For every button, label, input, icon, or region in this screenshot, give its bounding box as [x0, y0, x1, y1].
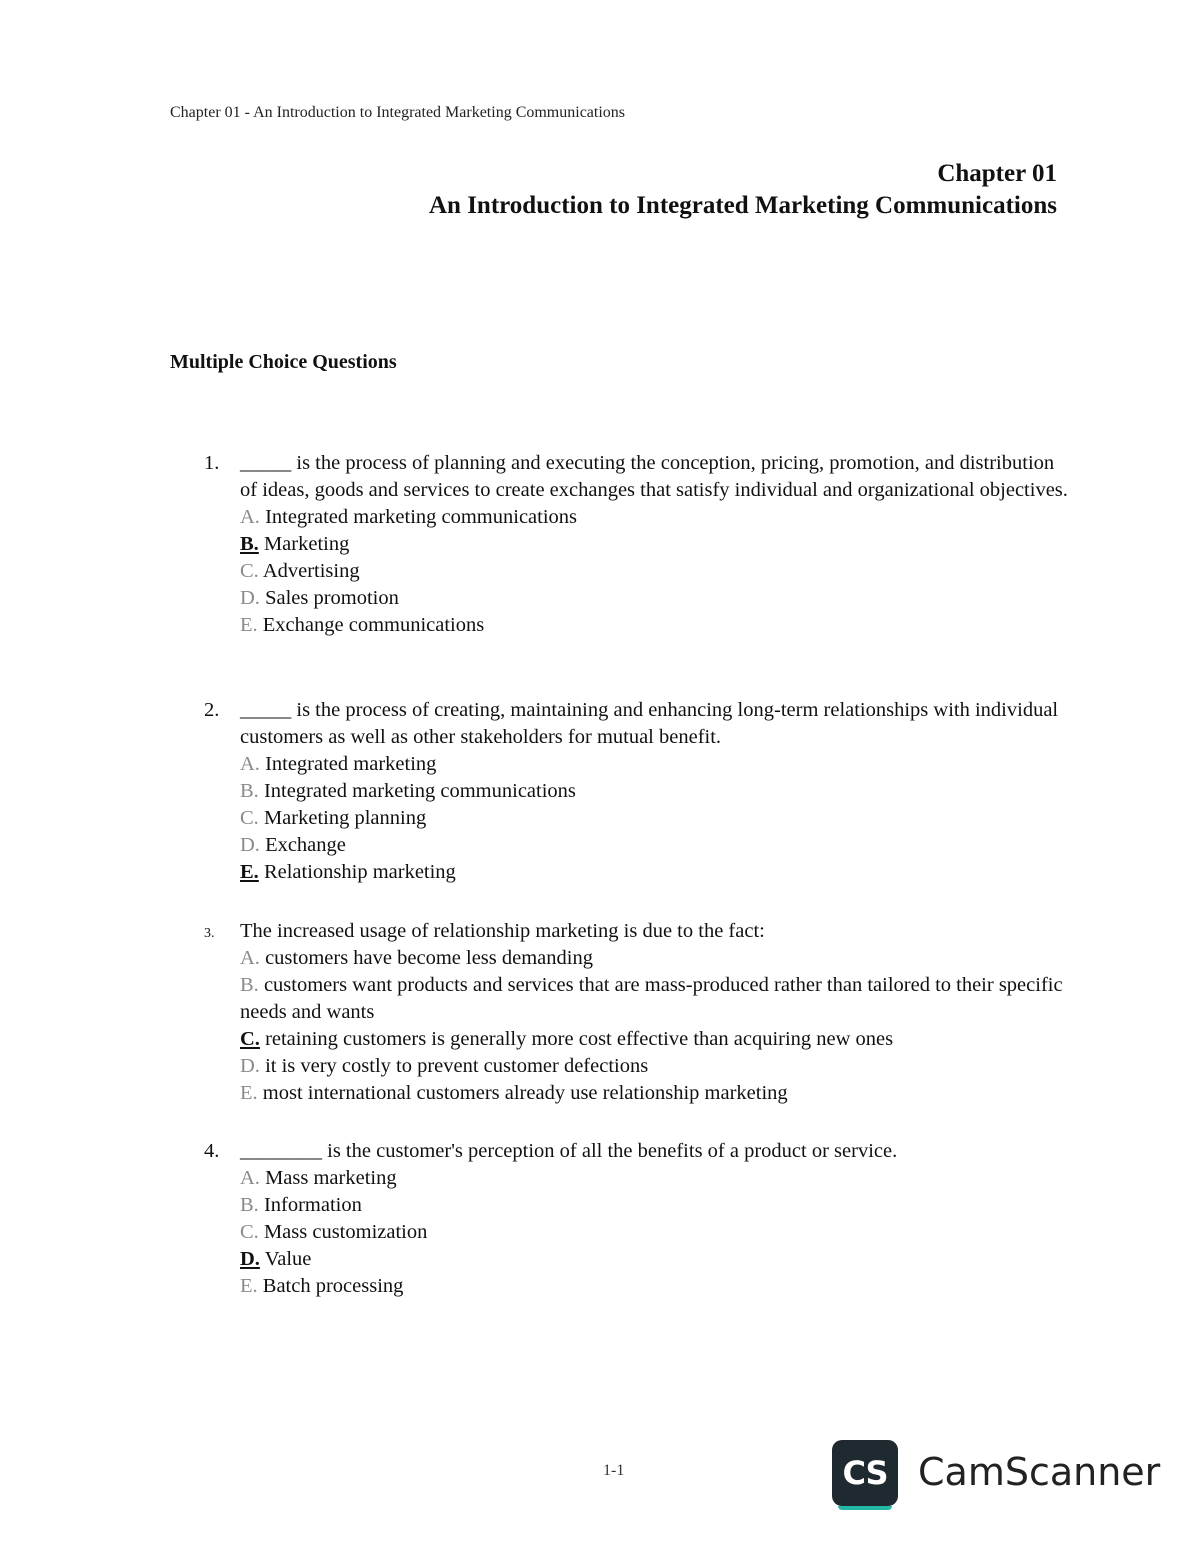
question-2 [204, 697, 1070, 886]
question-stem: _____ is the process of creating, maintaining and enhancing long-term relationships with individual customers as well as other stakeholders for mutual benefit. [240, 699, 1059, 748]
camscanner-brand: CamScanner [918, 1450, 1161, 1494]
option-d [240, 1053, 1070, 1080]
section-heading: Multiple Choice Questions [170, 351, 397, 373]
option-text: Exchange communications [262, 614, 485, 636]
option-text: customers have become less demanding [265, 947, 593, 969]
option-letter: E. [240, 1082, 258, 1104]
option-c [240, 805, 1070, 832]
option-text: retaining customers is generally more cost effective than acquiring new ones [265, 1028, 894, 1050]
option-text: Integrated marketing communications [265, 506, 578, 528]
chapter-title: An Introduction to Integrated Marketing Communications [428, 192, 1057, 219]
option-text: Mass marketing [265, 1167, 397, 1189]
option-letter: A. [240, 947, 260, 969]
option-a [240, 945, 1070, 972]
camscanner-logo-text: CS [842, 1454, 888, 1492]
option-letter-correct: C. [240, 1028, 260, 1050]
option-text: Batch processing [262, 1275, 404, 1297]
option-b [240, 1192, 1070, 1219]
option-e [240, 612, 1070, 639]
option-c [240, 558, 1070, 585]
option-text: Value [264, 1248, 312, 1270]
option-letter: D. [240, 834, 260, 856]
option-letter: C. [240, 807, 259, 829]
question-number: 1. [204, 452, 220, 474]
option-text: Marketing planning [263, 807, 427, 829]
option-text: Integrated marketing [265, 753, 437, 775]
option-text: Exchange [265, 834, 346, 856]
option-text: Sales promotion [265, 587, 399, 609]
option-letter: B. [240, 780, 259, 802]
option-b [240, 531, 1070, 558]
option-c [240, 1219, 1070, 1246]
question-number: 3. [204, 926, 215, 941]
option-e [240, 859, 1070, 886]
option-letter: B. [240, 974, 259, 996]
option-letter-correct: B. [240, 533, 259, 555]
question-number: 4. [204, 1140, 220, 1162]
option-text: Marketing [263, 533, 350, 555]
question-1 [204, 450, 1070, 639]
question-4 [204, 1138, 1070, 1300]
option-letter: D. [240, 587, 260, 609]
option-a [240, 1165, 1070, 1192]
option-c [240, 1026, 1070, 1053]
option-a [240, 751, 1070, 778]
option-d [240, 832, 1070, 859]
option-a [240, 504, 1070, 531]
option-letter: C. [240, 1221, 259, 1243]
option-b [240, 972, 1070, 1026]
option-text: Information [263, 1194, 362, 1216]
question-stem: ________ is the customer's perception of all the benefits of a product or service. [240, 1140, 898, 1162]
page-number: 1-1 [603, 1462, 625, 1479]
option-letter: B. [240, 1194, 259, 1216]
question-3 [204, 918, 1070, 1107]
option-letter: A. [240, 506, 260, 528]
option-letter-correct: D. [240, 1248, 260, 1270]
option-letter: C. [240, 560, 259, 582]
option-e [240, 1080, 1070, 1107]
option-text: Integrated marketing communications [263, 780, 576, 802]
option-text: customers want products and services that are mass-produced rather than tailored to their specific needs and wants [240, 974, 1063, 1023]
question-number: 2. [204, 699, 220, 721]
chapter-number: Chapter 01 [937, 160, 1057, 187]
option-letter: D. [240, 1055, 260, 1077]
option-text: Mass customization [263, 1221, 428, 1243]
option-text: most international customers already use relationship marketing [262, 1082, 788, 1104]
option-text: Relationship marketing [263, 861, 456, 883]
question-stem: _____ is the process of planning and executing the conception, pricing, promotion, and distribution of ideas, goods and services to create exchanges that satisfy individual and organizational objectives. [240, 452, 1068, 501]
option-d [240, 585, 1070, 612]
option-text: Advertising [262, 560, 360, 582]
running-header: Chapter 01 - An Introduction to Integrated Marketing Communications [170, 104, 626, 121]
option-text: it is very costly to prevent customer defections [265, 1055, 649, 1077]
option-letter: A. [240, 1167, 260, 1189]
chapter-title-block [429, 158, 1057, 222]
camscanner-logo-icon [832, 1440, 898, 1506]
option-d [240, 1246, 1070, 1273]
option-letter: E. [240, 614, 258, 636]
option-b [240, 778, 1070, 805]
option-letter: E. [240, 1275, 258, 1297]
option-letter: A. [240, 753, 260, 775]
option-letter-correct: E. [240, 861, 259, 883]
question-stem: The increased usage of relationship marketing is due to the fact: [240, 920, 765, 942]
option-e [240, 1273, 1070, 1300]
